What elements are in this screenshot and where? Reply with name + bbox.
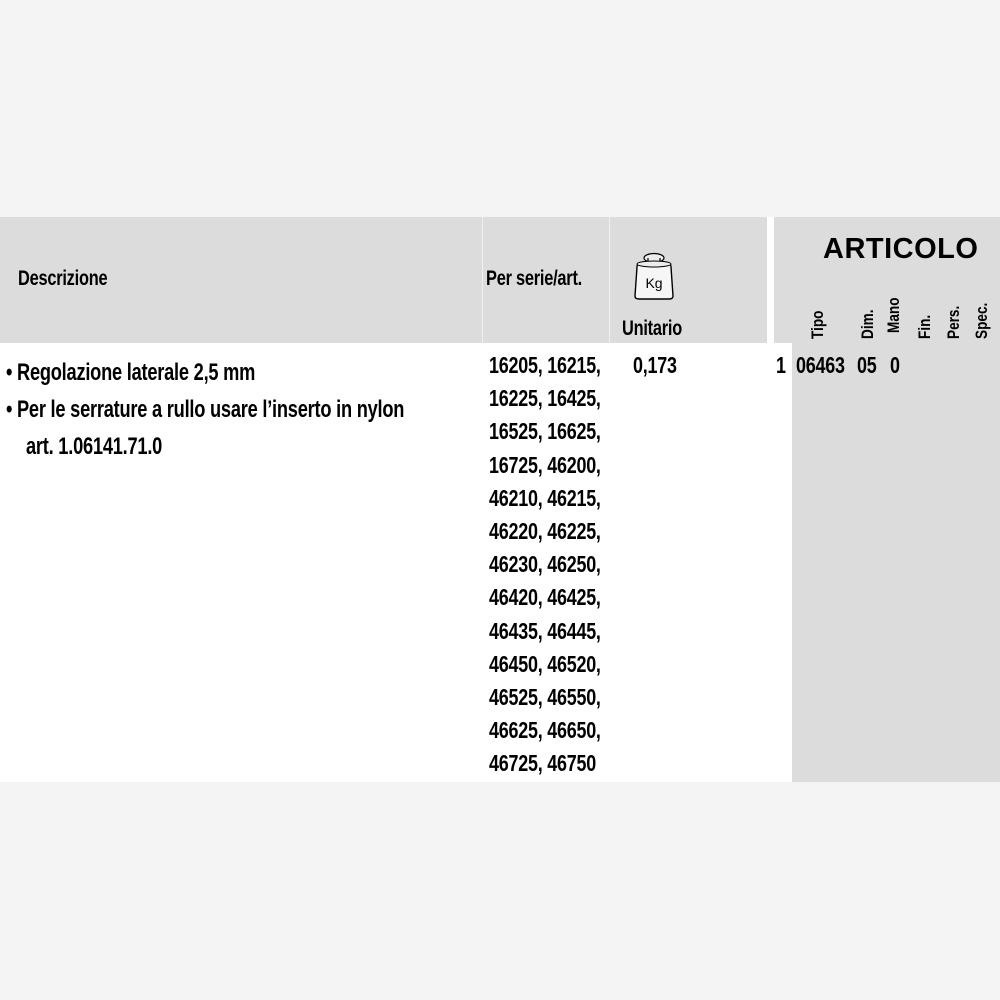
series-line: 46210, 46215, [489, 484, 601, 511]
column-header-fin: Fin. [915, 314, 934, 339]
series-line: 46435, 46445, [489, 617, 601, 644]
column-header-dim: Dim. [858, 309, 877, 339]
header-per-serie: Per serie/art. [486, 267, 582, 290]
series-line: 46220, 46225, [489, 518, 601, 544]
series-line: 46625, 46650, [489, 717, 601, 744]
header-separator [767, 217, 774, 343]
column-header-spec: Spec. [972, 302, 991, 339]
series-line: 46525, 46550, [489, 684, 601, 710]
series-line: 16725, 46200, [489, 451, 601, 478]
header-unitario: Unitario [622, 317, 683, 340]
description-line: • Regolazione laterale 2,5 mm [6, 359, 256, 386]
header-descrizione: Descrizione [18, 267, 108, 290]
article-table [0, 217, 1000, 782]
series-line: 16525, 16625, [489, 418, 601, 445]
column-divider [482, 217, 483, 343]
column-header-mano: Mano [884, 297, 903, 333]
article-code-column [792, 343, 1000, 782]
series-line: 46450, 46520, [489, 650, 601, 677]
series-line: 16225, 16425, [489, 385, 601, 412]
column-header-tipo: Tipo [808, 310, 827, 339]
article-code-tipo: 06463 [796, 352, 845, 378]
series-line: 46230, 46250, [489, 551, 601, 578]
article-code-prefix: 1 [776, 352, 786, 378]
series-line: 46420, 46425, [489, 584, 601, 611]
weight-icon [631, 234, 677, 300]
description-line: • Per le serrature a rullo usare l’inserto in nylon [6, 396, 405, 423]
series-line: 16205, 16215, [489, 352, 601, 378]
weight-icon-label: Kg [645, 275, 663, 291]
article-code-mano: 0 [890, 352, 900, 378]
unit-weight: 0,173 [633, 352, 677, 378]
series-line: 46725, 46750 [489, 750, 596, 777]
description-line: art. 1.06141.71.0 [26, 433, 163, 460]
column-header-pers: Pers. [944, 305, 963, 339]
column-divider [609, 217, 610, 343]
article-code-dim: 05 [857, 352, 877, 378]
header-articolo: ARTICOLO [823, 233, 979, 265]
